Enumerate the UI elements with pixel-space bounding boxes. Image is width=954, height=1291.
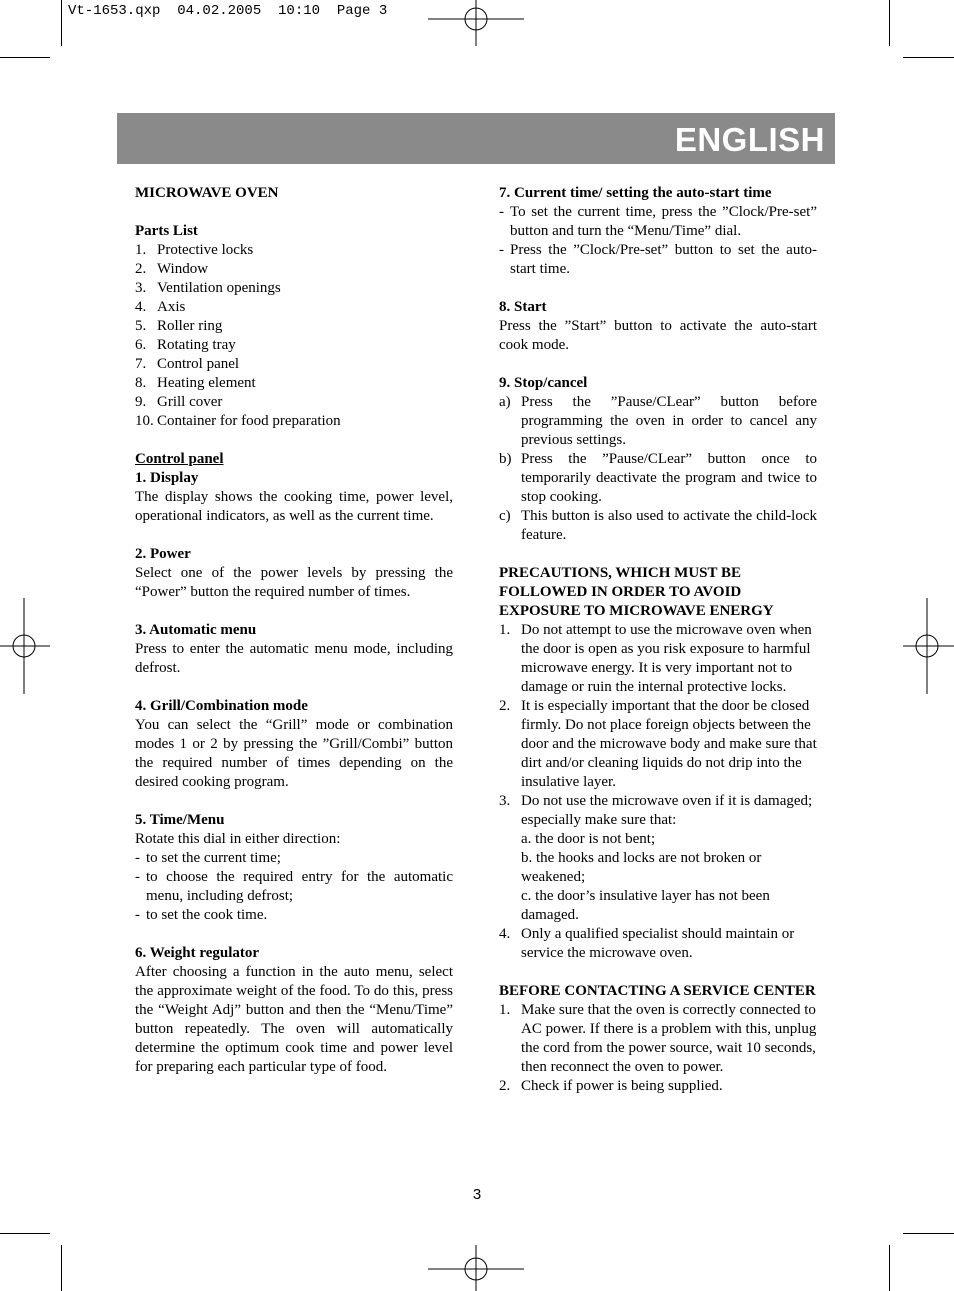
list-item: - to set the cook time. (135, 907, 268, 923)
list-item: 8. Heating element (135, 375, 256, 391)
page-number: 3 (472, 1186, 482, 1203)
grill-mode-text: You can select the “Grill” mode or combination modes 1 or 2 by pressing the ”Grill/Combi” button the required number of times depending on the desired cooking program. (135, 717, 453, 790)
crop-mark (0, 57, 50, 58)
list-item: 6. Rotating tray (135, 337, 236, 353)
current-time-heading: 7. Current time/ setting the auto-start time (499, 185, 772, 201)
list-item: 7. Control panel (135, 356, 240, 372)
time-menu-heading: 5. Time/Menu (135, 812, 225, 828)
sub-item: b. the hooks and locks are not broken or weakened; (521, 850, 762, 885)
list-item: 2. Check if power is being supplied. (499, 1078, 723, 1094)
right-column (499, 184, 817, 1096)
registration-mark-icon (428, 1245, 524, 1291)
registration-mark-icon (428, 0, 524, 46)
left-column (135, 184, 453, 1077)
language-banner (117, 113, 835, 164)
sub-item: a. the door is not bent; (521, 831, 656, 847)
banner-title: ENGLISH (674, 121, 825, 158)
list-item: - Press the ”Clock/Pre-set” button to set the auto-start time. (499, 242, 817, 277)
list-item: 4. Only a qualified specialist should maintain or service the microwave oven. (499, 926, 795, 961)
service-heading: BEFORE CONTACTING A SERVICE CENTER (499, 983, 816, 999)
grill-mode-heading: 4. Grill/Combination mode (135, 698, 308, 714)
list-item: - To set the current time, press the ”Clock/Pre-set” button and turn the “Menu/Time” dial. (499, 204, 817, 239)
list-item: a) Press the ”Pause/CLear” button before programming the oven in order to cancel any previous settings. (499, 394, 817, 448)
section-heading: MICROWAVE OVEN (135, 185, 279, 201)
list-item: c) This button is also used to activate the child-lock feature. (499, 508, 817, 543)
parts-list-heading: Parts List (135, 223, 198, 239)
start-text: Press the ”Start” button to activate the auto-start cook mode. (499, 318, 817, 353)
list-item: 5. Roller ring (135, 318, 223, 334)
weight-regulator-text: After choosing a function in the auto menu, select the approximate weight of the food. To do this, press the “Weight Adj” button and then the “Menu/Time” button repeatedly. The oven will automatically determine the optimum cook time and power level for preparing each particular type of food. (135, 964, 453, 1075)
crop-mark (903, 1233, 954, 1234)
parts-list (135, 241, 453, 431)
list-item: 10. Container for food preparation (135, 413, 341, 429)
power-heading: 2. Power (135, 546, 191, 562)
sub-item: c. the door’s insulative layer has not been damaged. (521, 888, 770, 923)
stop-cancel-list (499, 393, 817, 545)
list-item: - to choose the required entry for the automatic menu, including defrost; (135, 869, 453, 904)
list-item: 1. Make sure that the oven is correctly connected to AC power. If there is a problem with this, unplug the cord from the power source, wait 10 seconds, then reconnect the oven to power. (499, 1002, 817, 1075)
time-menu-text: Rotate this dial in either direction: (135, 831, 341, 847)
crop-mark (903, 57, 954, 58)
list-item: 1. Protective locks (135, 242, 254, 258)
list-item: 3. Do not use the microwave oven if it is damaged; especially make sure that: a. the door is not bent; b. the hooks and locks are not broken or weakened; c. the door’s insulative layer has not been damaged. (499, 792, 817, 925)
crop-mark (61, 0, 62, 46)
crop-mark (889, 1245, 890, 1291)
automatic-menu-text: Press to enter the automatic menu mode, including defrost. (135, 641, 453, 676)
automatic-menu-heading: 3. Automatic menu (135, 622, 257, 638)
registration-mark-icon (0, 598, 50, 694)
crop-mark (889, 0, 890, 46)
list-item: 4. Axis (135, 299, 186, 315)
control-panel-heading: Control panel (135, 451, 224, 467)
list-item: 2. Window (135, 261, 209, 277)
file-slug: Vt-1653.qxp 04.02.2005 10:10 Page 3 (68, 3, 388, 19)
crop-mark (0, 1233, 50, 1234)
list-item: - to set the current time; (135, 850, 281, 866)
registration-mark-icon (903, 598, 954, 694)
service-list (499, 1001, 817, 1096)
crop-mark (61, 1245, 62, 1291)
power-text: Select one of the power levels by pressing the “Power” button the required number of times. (135, 565, 453, 600)
display-heading: 1. Display (135, 470, 199, 486)
stop-cancel-heading: 9. Stop/cancel (499, 375, 588, 391)
list-item: 3. Ventilation openings (135, 280, 281, 296)
weight-regulator-heading: 6. Weight regulator (135, 945, 260, 961)
start-heading: 8. Start (499, 299, 547, 315)
list-item: 1. Do not attempt to use the microwave oven when the door is open as you risk exposure to harmful microwave energy. It is very important not to damage or ruin the internal protective locks. (499, 622, 812, 695)
precautions-heading: PRECAUTIONS, WHICH MUST BE FOLLOWED IN ORDER TO AVOID EXPOSURE TO MICROWAVE ENERGY (499, 565, 774, 619)
list-item: b) Press the ”Pause/CLear” button once to temporarily deactivate the program and twice to stop cooking. (499, 451, 817, 505)
display-text: The display shows the cooking time, power level, operational indicators, as well as the current time. (135, 489, 453, 524)
list-item: 2. It is especially important that the door be closed firmly. Do not place foreign objects between the door and the microwave body and make sure that dirt and/or cleaning liquids do not drip into the insulative layer. (499, 698, 817, 790)
list-item: 9. Grill cover (135, 394, 223, 410)
precautions-list (499, 621, 817, 963)
